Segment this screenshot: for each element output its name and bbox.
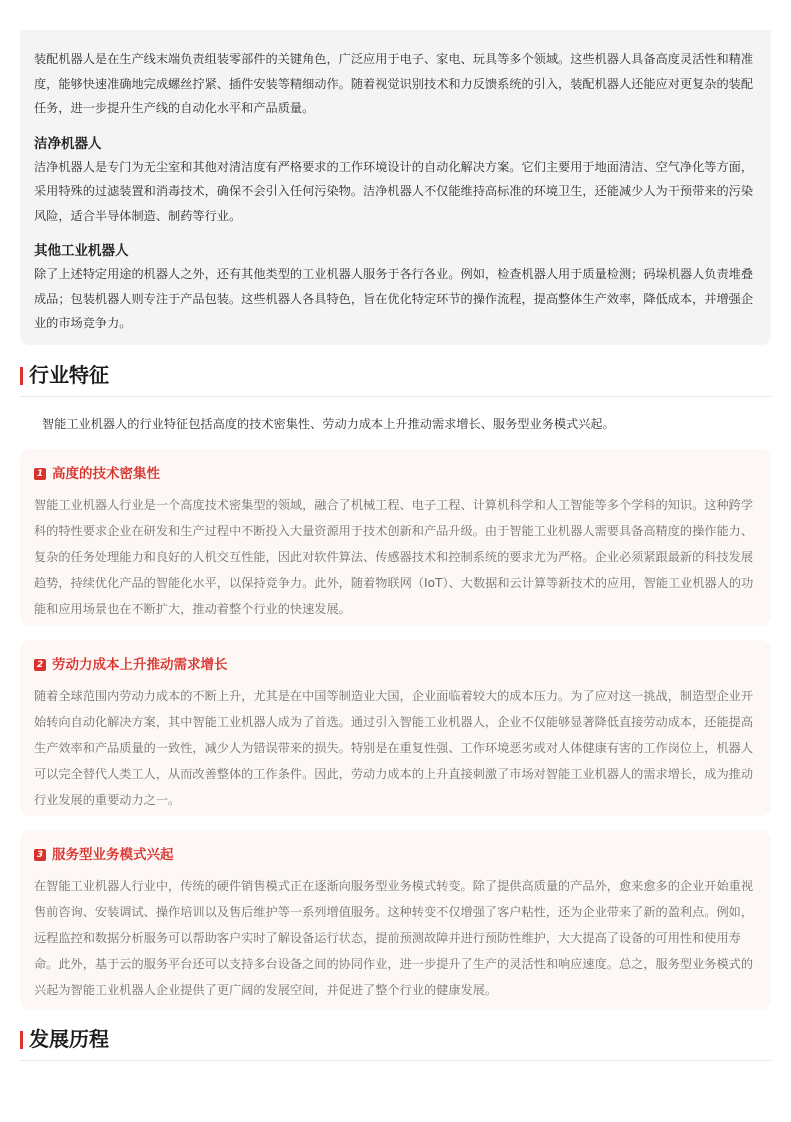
clean-robot-heading: 洁净机器人 — [34, 135, 102, 152]
feature-card-body: 随着全球范围内劳动力成本的不断上升，尤其是在中国等制造业大国，企业面临着较大的成本压力。为了应对这一挑战，制造型企业开始转向自动化解决方案，其中智能工业机器人成为了首选。通过引入智能工业机器人，企业不仅能够显著降低直接劳动成本，还能提高生产效率和产品质量的一致性，减少人为错误带来的损失。特别是在重复性强、工作环境恶劣或对人体健康有害的工作岗位上，机器人可以完全替代人类工人，从而改善整体的工作条件。因此，劳动力成本的上升直接刺激了市场对智能工业机器人的需求增长，成为推动行业发展的重要动力之一。 — [34, 689, 754, 807]
feature-card-2 — [20, 640, 771, 816]
feature-card-title: 劳动力成本上升推动需求增长 — [52, 657, 228, 673]
feature-card-1 — [20, 449, 771, 626]
number-badge-icon: 2 — [34, 659, 46, 671]
feature-card-header — [34, 463, 757, 485]
assembly-robot-text: 装配机器人是在生产线末端负责组装零部件的关键角色，广泛应用于电子、家电、玩具等多个领域。这些机器人具备高度灵活性和精准度，能够快速准确地完成螺丝拧紧、插件安装等精细动作。随着视觉识别技术和力反馈系统的引入，装配机器人还能应对更复杂的装配任务，进一步提升生产线的自动化水平和产品质量。 — [34, 52, 754, 115]
feature-card-header — [34, 654, 757, 676]
section-title: 发展历程 — [29, 1027, 109, 1051]
section-heading-industry-features — [20, 361, 771, 397]
feature-card-body: 智能工业机器人行业是一个高度技术密集型的领域，融合了机械工程、电子工程、计算机科学和人工智能等多个学科的知识。这种跨学科的特性要求企业在研发和生产过程中不断投入大量资源用于技术创新和产品升级。由于智能工业机器人需要具备高精度的操作能力、复杂的任务处理能力和良好的人机交互性能，因此对软件算法、传感器技术和控制系统的要求尤为严格。企业必须紧跟最新的科技发展趋势，持续优化产品的智能化水平，以保持竞争力。此外，随着物联网（IoT）、大数据和云计算等新技术的应用，智能工业机器人的功能和应用场景也在不断扩大，推动着整个行业的快速发展。 — [34, 498, 754, 616]
feature-card-title: 服务型业务模式兴起 — [52, 847, 174, 863]
section-heading-development-history — [20, 1025, 771, 1061]
feature-card-title: 高度的技术密集性 — [52, 466, 160, 482]
section-accent-bar — [20, 367, 23, 385]
section-title: 行业特征 — [29, 363, 109, 387]
clean-robot-text: 洁净机器人是专门为无尘室和其他对清洁度有严格要求的工作环境设计的自动化解决方案。它们主要用于地面清洁、空气净化等方面，采用特殊的过滤装置和消毒技术，确保不会引入任何污染物。洁净机器人不仅能维持高标准的环境卫生，还能减少人为干预带来的污染风险，适合半导体制造、制药等行业。 — [34, 159, 754, 223]
feature-card-header — [34, 844, 757, 866]
robot-types-card — [20, 30, 771, 345]
number-badge-icon: 3 — [34, 849, 46, 861]
feature-card-3 — [20, 830, 771, 1010]
number-badge-icon: 1 — [34, 468, 46, 480]
section-intro: 智能工业机器人的行业特征包括高度的技术密集性、劳动力成本上升推动需求增长、服务型业务模式兴起。 — [42, 417, 615, 431]
section-accent-bar — [20, 1031, 23, 1049]
feature-card-body: 在智能工业机器人行业中，传统的硬件销售模式正在逐渐向服务型业务模式转变。除了提供高质量的产品外，愈来愈多的企业开始重视售前咨询、安装调试、操作培训以及售后维护等一系列增值服务。这种转变不仅增强了客户粘性，还为企业带来了新的盈利点。例如，远程监控和数据分析服务可以帮助客户实时了解设备运行状态，提前预测故障并进行预防性维护，大大提高了设备的可用性和使用寿命。此外，基于云的服务平台还可以支持多台设备之间的协同作业，进一步提升了生产的灵活性和响应速度。总之，服务型业务模式的兴起为智能工业机器人企业提供了更广阔的发展空间，并促进了整个行业的健康发展。 — [34, 879, 754, 997]
other-robot-heading: 其他工业机器人 — [34, 243, 129, 259]
other-robot-text: 除了上述特定用途的机器人之外，还有其他类型的工业机器人服务于各行各业。例如，检查机器人用于质量检测；码垛机器人负责堆叠成品；包装机器人则专注于产品包装。这些机器人各具特色，旨在优化特定环节的操作流程，提高整体生产效率，降低成本，并增强企业的市场竞争力。 — [34, 267, 754, 330]
